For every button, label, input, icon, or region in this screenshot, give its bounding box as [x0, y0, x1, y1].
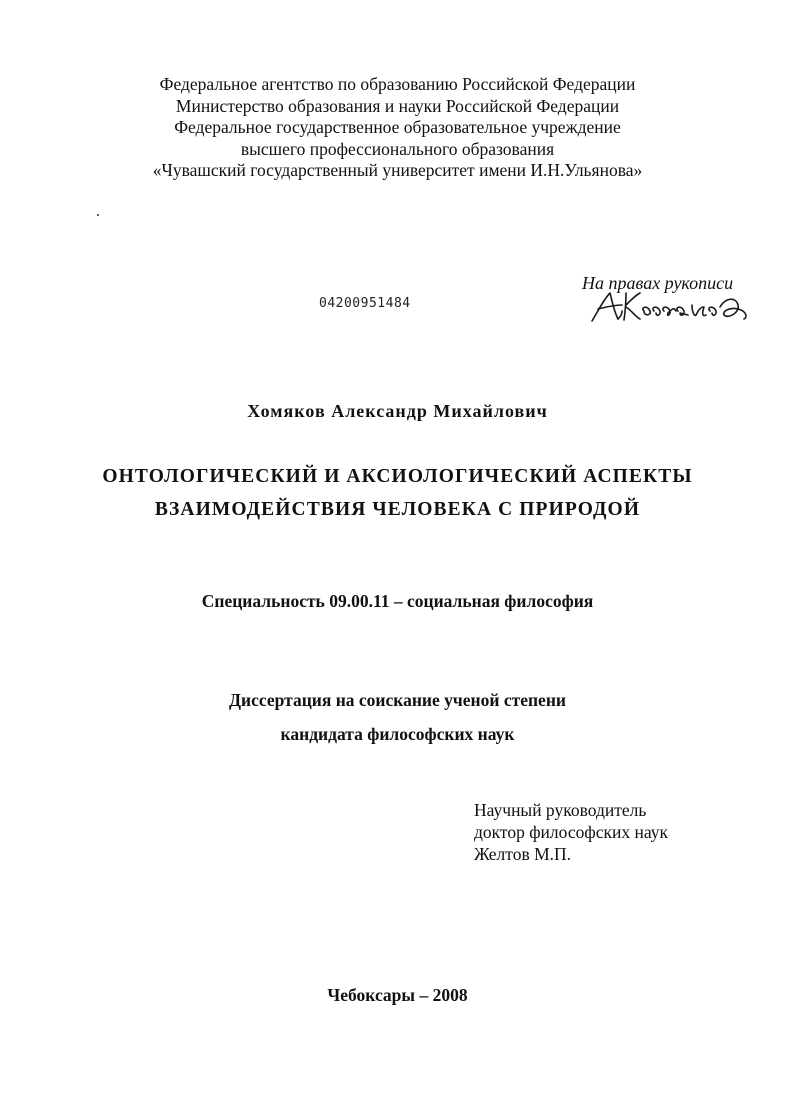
header-line: «Чувашский государственный университет имени И.Н.Ульянова» [152, 160, 643, 180]
scan-speck [97, 214, 99, 216]
supervisor-line: доктор философских наук [474, 822, 668, 842]
header-line: Министерство образования и науки Российской Федерации [175, 95, 620, 116]
city-year: Чебоксары – 2008 [327, 985, 468, 1005]
library-code: 04200951484 [319, 296, 411, 311]
title-line: ВЗАИМОДЕЙСТВИЯ ЧЕЛОВЕКА С ПРИРОДОЙ [154, 499, 641, 520]
supervisor-block [474, 799, 668, 865]
header-line: высшего профессионального образования [240, 138, 555, 159]
specialty: Специальность 09.00.11 – социальная философия [201, 591, 594, 611]
degree-line: Диссертация на соискание ученой степени [229, 690, 566, 710]
degree-statement [0, 683, 795, 751]
supervisor-line: Желтов М.П. [474, 844, 572, 864]
author-name: Хомяков Александр Михайлович [247, 401, 548, 421]
institution-header [0, 74, 795, 182]
supervisor-line: Научный руководитель [474, 800, 647, 820]
title-line: ОНТОЛОГИЧЕСКИЙ И АКСИОЛОГИЧЕСКИЙ АСПЕКТЫ [102, 466, 693, 487]
handwritten-signature [588, 287, 763, 325]
dissertation-title [0, 460, 795, 526]
header-line: Федеральное государственное образовательное учреждение [174, 117, 621, 137]
rights-note: На правах рукописи [582, 273, 734, 293]
header-line: Федеральное агентство по образованию Российской Федерации [159, 74, 636, 94]
degree-line: кандидата философских наук [280, 724, 515, 744]
